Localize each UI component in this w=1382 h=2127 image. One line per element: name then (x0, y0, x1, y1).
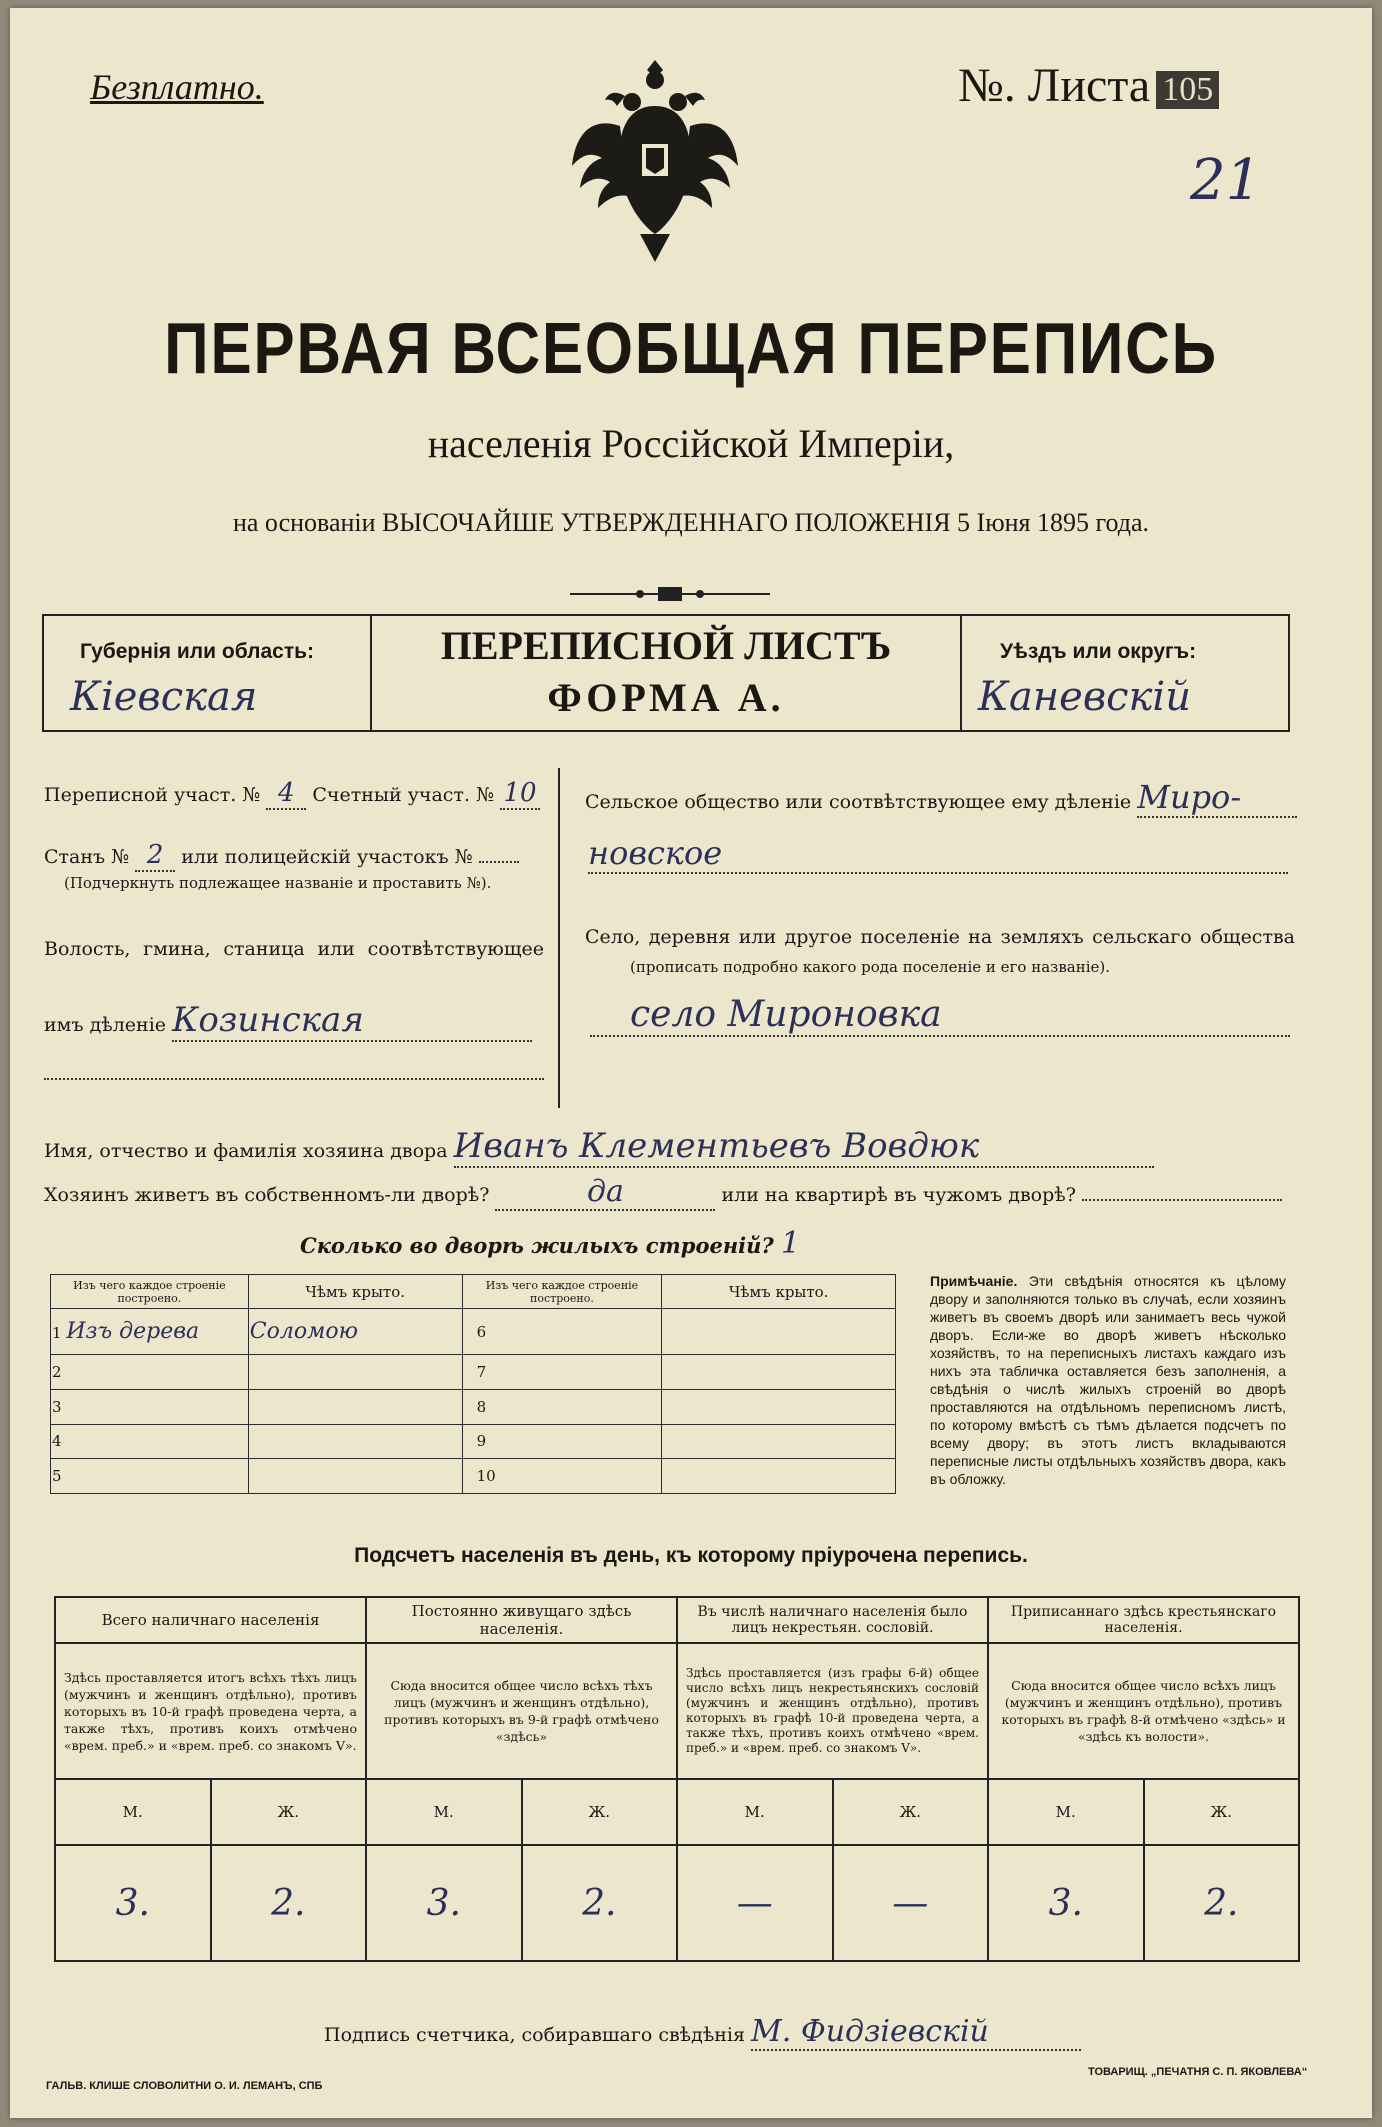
ornament-divider-icon (570, 583, 770, 605)
note-block (930, 1272, 1286, 1488)
m-label: М. (366, 1779, 522, 1845)
lives-field: Хозяинъ живетъ въ собственномъ-ли дворѣ? да или на квартирѣ въ чужомъ дворѣ? (44, 1174, 1282, 1211)
province-value: Кіевская (70, 674, 258, 720)
buildings-table (50, 1274, 896, 1494)
row1-roof: Соломою (248, 1309, 462, 1355)
group4-m-value: 3. (988, 1845, 1144, 1961)
basis-line: на основаніи ВЫСОЧАЙШЕ УТВЕРЖДЕННАГО ПОЛОЖЕНІЯ 5 Іюня 1895 года. (232, 508, 1150, 537)
table-row: 5 10 (51, 1459, 896, 1494)
province-label: Губернія или область: (80, 640, 315, 663)
group4-head: Приписаннаго здѣсь крестьянскаго населенія. (988, 1597, 1299, 1643)
table-row: 4 9 (51, 1424, 896, 1459)
row1-material: Изъ дерева (66, 1319, 200, 1345)
count-plot-value: 10 (500, 778, 540, 810)
society-value-2: новское (588, 834, 1288, 874)
volost-label: Волость, гмина, станица или соотвѣтствующее (44, 938, 544, 960)
group3-m-value: — (677, 1845, 833, 1961)
village-note: (прописать подробно какого рода поселеніе и его названіе). (630, 958, 1110, 976)
double-headed-eagle-emblem (570, 56, 740, 266)
volost-field: имъ дѣленіе Козинская (44, 1000, 532, 1042)
form-subtitle: ФОРМА А. (547, 675, 785, 720)
table-row: 2 7 (51, 1355, 896, 1390)
group3-head: Въ числѣ наличнаго населенія было лицъ некрестьян. сословій. (677, 1597, 988, 1643)
stan-field: Станъ № 2 или полицейскій участокъ № (44, 840, 519, 872)
village-label: Село, деревня или другое поселеніе на земляхъ сельскаго общества (585, 926, 1295, 948)
district-value: Каневскій (978, 674, 1191, 720)
group2-zh-value: 2. (522, 1845, 678, 1961)
zh-label: Ж. (522, 1779, 678, 1845)
census-plot-field: Переписной участ. № 4 Счетный участ. № 10 (44, 778, 540, 810)
free-label: Безплатно. (90, 67, 264, 107)
census-sheet (10, 8, 1372, 2118)
buildings-value: 1 (781, 1226, 801, 1261)
society-value-1: Миро- (1137, 778, 1297, 818)
village-value: село Мироновка (590, 994, 1290, 1037)
signature-value: М. Фидзіевскій (751, 2014, 1081, 2051)
sheet-number (958, 58, 1219, 113)
table-row: 3 8 (51, 1389, 896, 1424)
owner-field: Имя, отчество и фамилія хозяина двора Иванъ Клементьевъ Вовдюк (44, 1126, 1154, 1168)
population-count-table (54, 1596, 1300, 1962)
sheet-number-value: 105 (1156, 71, 1219, 109)
m-label: М. (55, 1779, 211, 1845)
zh-label: Ж. (211, 1779, 367, 1845)
group2-desc: Сюда вносится общее число всѣхъ тѣхъ лицъ (мужчинъ и женщинъ отдѣльно), противъ которыхъ въ 9-й графѣ отмѣчено «здѣсь» (366, 1643, 677, 1779)
owner-value: Иванъ Клементьевъ Вовдюк (454, 1126, 1154, 1168)
form-title: ПЕРЕПИСНОЙ ЛИСТЪ (440, 623, 892, 668)
col-roof-left: Чѣмъ крыто. (248, 1275, 462, 1309)
signature-field: Подпись счетчика, собиравшаго свѣдѣнія М. Фидзіевскій (324, 2014, 1081, 2051)
document-subtitle: населенія Россійской Имперіи, (427, 421, 955, 466)
census-plot-value: 4 (266, 778, 306, 810)
table-row: 1 Изъ дерева Соломою 6 (51, 1309, 896, 1355)
district-label: Уѣздъ или округъ: (1000, 640, 1197, 663)
footer-right: ТОВАРИЩ. „ПЕЧАТНЯ С. П. ЯКОВЛЕВА“ (1088, 2066, 1308, 2078)
sheet-number-label: №. Листа (958, 59, 1151, 112)
group2-m-value: 3. (366, 1845, 522, 1961)
handwritten-number: 21 (1190, 148, 1262, 213)
col-material-right: Изъ чего каждое строеніе построено. (462, 1275, 662, 1309)
m-label: М. (677, 1779, 833, 1845)
count-section-title: Подсчетъ населенія въ день, къ которому пріурочена перепись. (354, 1544, 1028, 1567)
volost-value: Козинская (172, 1000, 532, 1042)
group1-head: Всего наличнаго населенія (55, 1597, 366, 1643)
buildings-field: Сколько во дворѣ жилыхъ строеній? 1 (300, 1226, 801, 1261)
group1-zh-value: 2. (211, 1845, 367, 1961)
note-title: Примѣчаніе. (930, 1273, 1018, 1289)
group2-head: Постоянно живущаго здѣсь населенія. (366, 1597, 677, 1643)
lives-value: да (495, 1174, 715, 1211)
group1-desc: Здѣсь проставляется итогъ всѣхъ тѣхъ лицъ (мужчинъ и женщинъ отдѣльно), противъ которыхъ въ 10-й графѣ проведена черта, а также тѣхъ, противъ коихъ отмѣчено «врем. преб.» и «врем. преб. со знакомъ V». (55, 1643, 366, 1779)
group3-zh-value: — (833, 1845, 989, 1961)
stan-value: 2 (135, 840, 175, 872)
zh-label: Ж. (1144, 1779, 1300, 1845)
m-label: М. (988, 1779, 1144, 1845)
group3-desc: Здѣсь проставляется (изъ графы 6-й) общее число всѣхъ лицъ некрестьянскихъ сословій (мужчинъ и женщинъ отдѣльно), противъ которыхъ въ графѣ 10-й проведена черта, а также тѣхъ, противъ коихъ отмѣчено «врем. преб.» и «врем. преб. со знакомъ V». (677, 1643, 988, 1779)
col-material-left: Изъ чего каждое строеніе построено. (51, 1275, 249, 1309)
footer-left: ГАЛЬВ. КЛИШЕ СЛОВОЛИТНИ О. И. ЛЕМАНЪ, СПБ (46, 2080, 323, 2092)
zh-label: Ж. (833, 1779, 989, 1845)
group4-desc: Сюда вносится общее число всѣхъ лицъ (мужчинъ и женщинъ отдѣльно), противъ которыхъ въ графѣ 8-й отмѣчено «здѣсь» и «здѣсь къ волости». (988, 1643, 1299, 1779)
group4-zh-value: 2. (1144, 1845, 1300, 1961)
group1-m-value: 3. (55, 1845, 211, 1961)
col-roof-right: Чѣмъ крыто. (662, 1275, 896, 1309)
document-title: ПЕРВАЯ ВСЕОБЩАЯ ПЕРЕПИСЬ (164, 309, 1218, 389)
note-text: Эти свѣдѣнія относятся къ цѣлому двору и заполняются только въ случаѣ, если хозяинъ живетъ въ своемъ дворѣ или занимаетъ весь чужой дворъ. Если-же во дворѣ живетъ нѣсколько хозяйствъ, то на переписныхъ листахъ каждаго изъ нихъ эта табличка оставляется безъ заполненія, а свѣдѣнія о числѣ жилыхъ строеній во дворѣ проставляются на отдѣльномъ переписномъ листѣ, по которому вмѣстѣ съ тѣмъ дѣлается подсчетъ по всему двору; въ этотъ листъ вкладываются переписные листы отдѣльныхъ хозяйствъ двора, какъ въ обложку. (930, 1273, 1287, 1487)
society-field: Сельское общество или соотвѣтствующее ему дѣленіе Миро- (585, 778, 1297, 818)
underline-note: (Подчеркнуть подлежащее названіе и проставить №). (64, 874, 492, 892)
